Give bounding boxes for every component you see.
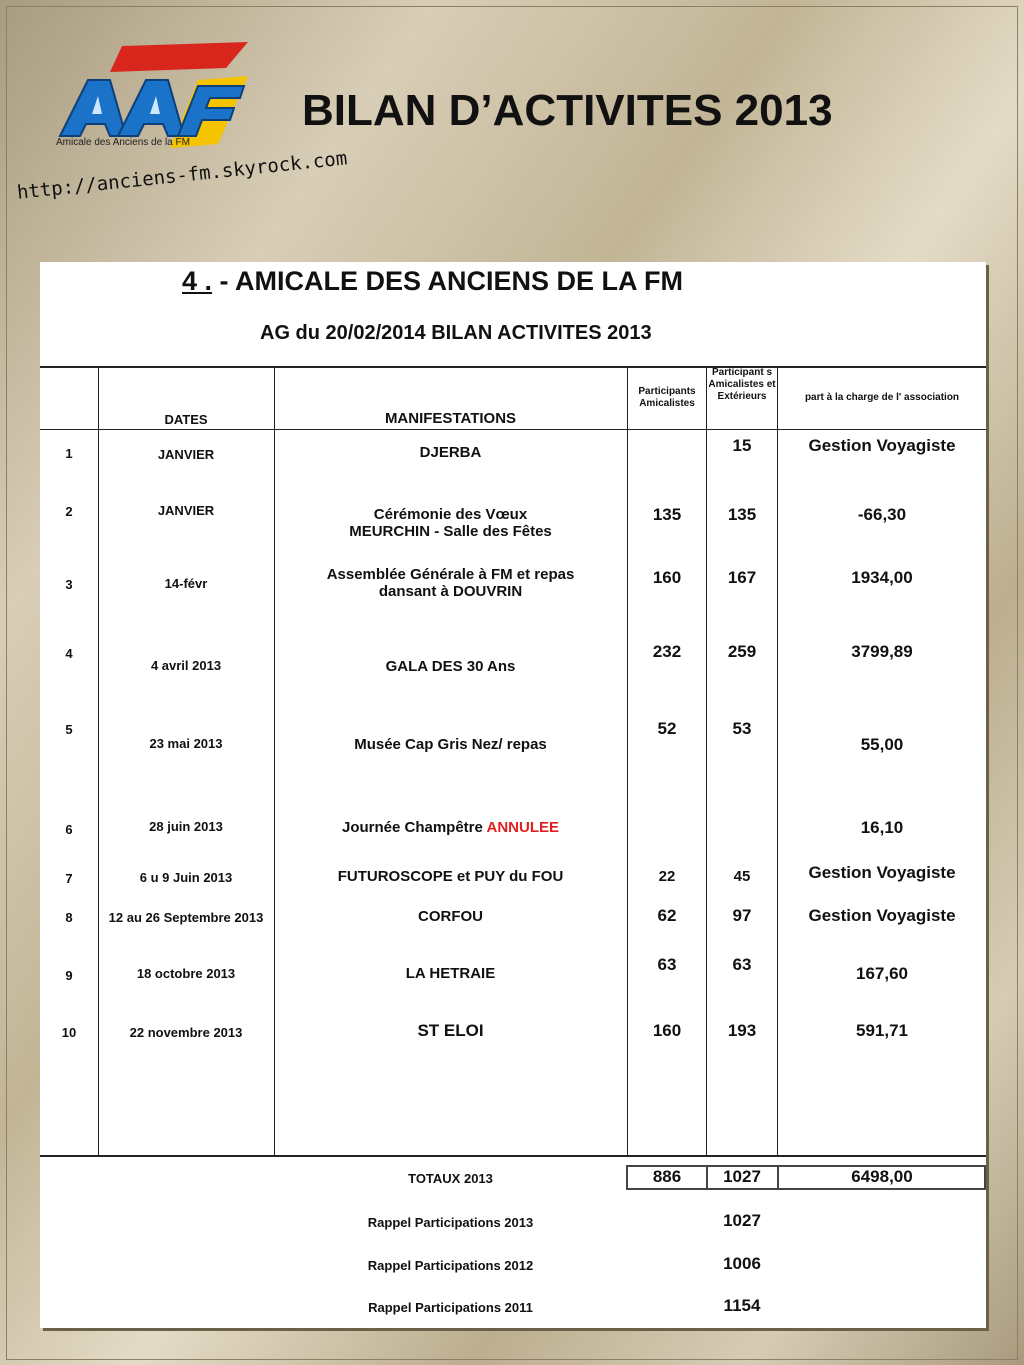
rappel-2012-value: 1006 xyxy=(723,1254,761,1273)
row-3-exterieurs: 167 xyxy=(727,568,757,587)
row-10-number: 10 xyxy=(61,1025,77,1040)
row-2-number: 2 xyxy=(65,504,73,519)
row-4-date: 4 avril 2013 xyxy=(150,658,222,673)
row-7-number: 7 xyxy=(65,871,73,886)
row-8-amicalistes: 62 xyxy=(657,906,677,925)
totals-charge: 6498,00 xyxy=(851,1167,913,1186)
row-10-amicalistes: 160 xyxy=(652,1021,682,1040)
row-6-cancelled-label: ANNULEE xyxy=(486,819,559,836)
row-4-exterieurs: 259 xyxy=(727,642,757,661)
row-1-date: JANVIER xyxy=(157,447,215,462)
row-1-charge: Gestion Voyagiste xyxy=(808,436,956,455)
row-3-number: 3 xyxy=(65,577,73,592)
row-9-amicalistes: 63 xyxy=(657,955,677,974)
aafm-logo xyxy=(48,40,254,162)
row-10-date: 22 novembre 2013 xyxy=(129,1025,243,1040)
row-5-date: 23 mai 2013 xyxy=(149,736,223,751)
row-8-date: 12 au 26 Septembre 2013 xyxy=(108,910,264,925)
row-1-event: DJERBA xyxy=(419,444,482,461)
row-7-event: FUTUROSCOPE et PUY du FOU xyxy=(337,868,564,885)
header-charge: part à la charge de l' association xyxy=(804,392,960,403)
rappel-2013-value: 1027 xyxy=(723,1211,761,1230)
row-3-amicalistes: 160 xyxy=(652,568,682,587)
row-2-event: Cérémonie des Vœux xyxy=(373,506,528,523)
row-8-number: 8 xyxy=(65,910,73,925)
row-3-event: Assemblée Générale à FM et repas xyxy=(326,566,575,583)
totals-amicalistes: 886 xyxy=(652,1167,682,1186)
totals-label: TOTAUX 2013 xyxy=(408,1171,493,1186)
table-title-number: 4 . xyxy=(182,266,213,296)
website-url: http://anciens-fm.skyrock.com xyxy=(16,147,349,204)
page-title: BILAN D’ACTIVITES 2013 xyxy=(302,86,833,135)
rappel-2012-label: Rappel Participations 2012 xyxy=(367,1258,534,1273)
table-title xyxy=(182,266,683,297)
row-3-date: 14-févr xyxy=(164,576,208,591)
header-participants-amicalistes: Participants Amicalistes xyxy=(638,386,696,409)
row-2-amicalistes: 135 xyxy=(652,505,682,524)
row-7-amicalistes: 22 xyxy=(658,868,676,885)
header-participants-exterieurs: Participant s Amicalistes et Extérieurs xyxy=(708,367,776,402)
row-7-charge: Gestion Voyagiste xyxy=(808,863,956,882)
row-3-charge: 1934,00 xyxy=(851,568,913,587)
row-9-number: 9 xyxy=(65,968,73,983)
row-2-event-line2: MEURCHIN - Salle des Fêtes xyxy=(349,523,552,540)
rappel-2011-value: 1154 xyxy=(723,1296,761,1315)
row-4-amicalistes: 232 xyxy=(652,642,682,661)
row-4-number: 4 xyxy=(65,646,73,661)
row-5-event: Musée Cap Gris Nez/ repas xyxy=(354,736,547,753)
row-9-charge: 167,60 xyxy=(856,964,908,983)
rule-header-top xyxy=(40,366,986,368)
row-9-exterieurs: 63 xyxy=(732,955,752,974)
row-2-date: JANVIER xyxy=(157,503,215,518)
row-5-exterieurs: 53 xyxy=(732,719,752,738)
rule-body-bottom xyxy=(40,1155,986,1157)
header-dates: DATES xyxy=(164,412,208,427)
row-7-date: 6 u 9 Juin 2013 xyxy=(139,870,233,885)
row-2-charge: -66,30 xyxy=(857,505,907,524)
row-1-number: 1 xyxy=(65,446,73,461)
row-8-exterieurs: 97 xyxy=(732,906,752,925)
table-subtitle: AG du 20/02/2014 BILAN ACTIVITES 2013 xyxy=(260,322,652,344)
header-manifestations: MANIFESTATIONS xyxy=(384,410,517,427)
row-9-event: LA HETRAIE xyxy=(405,965,496,982)
row-7-exterieurs: 45 xyxy=(733,868,751,885)
row-10-event: ST ELOI xyxy=(417,1021,484,1040)
row-1-exterieurs: 15 xyxy=(732,436,752,455)
row-6-event xyxy=(274,819,627,836)
row-2-exterieurs: 135 xyxy=(727,505,757,524)
row-6-date: 28 juin 2013 xyxy=(149,819,223,834)
rappel-2013-label: Rappel Participations 2013 xyxy=(367,1215,534,1230)
totals-exterieurs: 1027 xyxy=(723,1167,761,1186)
row-10-charge: 591,71 xyxy=(856,1021,908,1040)
row-3-event-line2: dansant à DOUVRIN xyxy=(378,583,523,600)
row-8-event: CORFOU xyxy=(418,908,483,925)
row-4-event: GALA DES 30 Ans xyxy=(385,658,516,675)
rule-header-bottom xyxy=(40,429,986,430)
row-5-number: 5 xyxy=(65,722,73,737)
row-5-charge: 55,00 xyxy=(860,735,904,754)
rappel-2011-label: Rappel Participations 2011 xyxy=(368,1300,533,1315)
row-10-exterieurs: 193 xyxy=(727,1021,757,1040)
row-4-charge: 3799,89 xyxy=(851,642,913,661)
row-6-charge: 16,10 xyxy=(860,818,904,837)
logo-caption: Amicale des Anciens de la FM xyxy=(56,137,190,148)
table-title-text: - AMICALE DES ANCIENS DE LA FM xyxy=(212,266,684,296)
row-6-number: 6 xyxy=(65,822,73,837)
activity-table-sheet xyxy=(40,262,986,1328)
row-8-charge: Gestion Voyagiste xyxy=(808,906,956,925)
row-9-date: 18 octobre 2013 xyxy=(136,966,236,981)
row-6-event-text: Journée Champêtre xyxy=(341,819,487,836)
row-5-amicalistes: 52 xyxy=(657,719,677,738)
